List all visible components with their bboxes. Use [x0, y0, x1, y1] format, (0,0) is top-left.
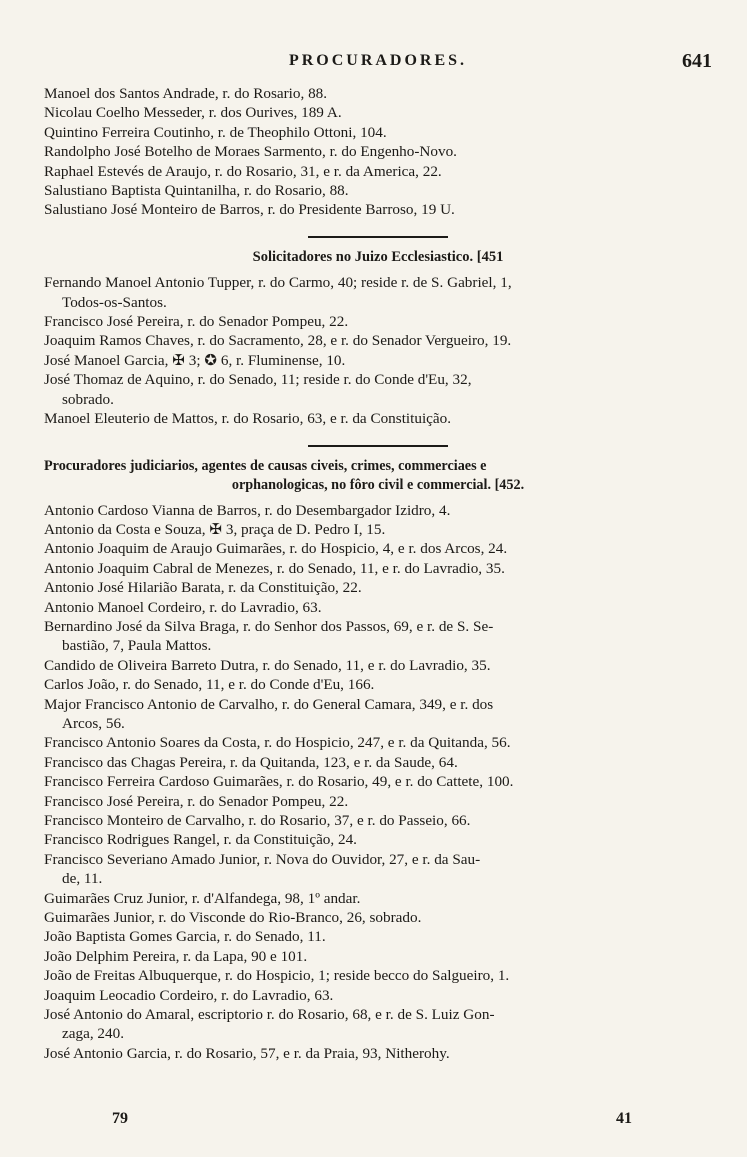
section-ref-number: [452.: [494, 476, 525, 493]
procuradores-list: [44, 501, 712, 1064]
entry-text: Antonio da Costa e Souza, ✠ 3, praça de D. Pedro I, 15.: [44, 520, 386, 538]
list-item: Salustiano José Monteiro de Barros, r. do Presidente Barroso, 19 U.: [44, 201, 455, 219]
entry-text: Fernando Manoel Antonio Tupper, r. do Carmo, 40; reside r. de S. Gabriel, 1,: [44, 274, 512, 292]
list-item: [44, 753, 712, 772]
list-item: [44, 811, 712, 830]
section-heading-line2-wrap: [44, 476, 712, 495]
section-heading-line2: orphanologicas, no fôro civil e commercial.: [231, 476, 492, 493]
list-item: Nicolau Coelho Messeder, r. dos Ourives, 189 A.: [44, 104, 342, 122]
list-item: Manoel dos Santos Andrade, r. do Rosario, 88.: [44, 85, 328, 102]
entry-continuation: zaga, 240.: [62, 1025, 124, 1043]
section-heading-solicitadores: [44, 248, 712, 267]
entry-continuation: de, 11.: [62, 870, 103, 888]
section-divider: [308, 445, 448, 447]
running-title: PROCURADORES.: [288, 52, 468, 69]
entry-text: Bernardino José da Silva Braga, r. do Senhor dos Passos, 69, e r. de S. Se-: [44, 617, 494, 635]
section-divider: [308, 236, 448, 238]
entry-text: Antonio Joaquim de Araujo Guimarães, r. do Hospicio, 4, e r. dos Arcos, 24.: [44, 540, 508, 558]
list-item: [44, 772, 712, 791]
entry-text: Manoel Eleuterio de Mattos, r. do Rosario, 63, e r. da Constituição.: [44, 410, 452, 428]
list-item: [44, 830, 712, 849]
entry-text: Guimarães Junior, r. do Visconde do Rio-Branco, 26, sobrado.: [44, 909, 422, 927]
entry-text: Candido de Oliveira Barreto Dutra, r. do Senado, 11, e r. do Lavradio, 35.: [44, 656, 491, 674]
entry-text: Francisco Ferreira Cardoso Guimarães, r. do Rosario, 49, e r. do Cattete, 100.: [44, 773, 514, 791]
page-body: [44, 84, 712, 1063]
section-ref-number: [451: [476, 248, 504, 265]
entry-text: Antonio Joaquim Cabral de Menezes, r. do Senado, 11, e r. do Lavradio, 35.: [44, 559, 505, 577]
list-item: [44, 675, 712, 694]
list-item: [44, 792, 712, 811]
list-item: [44, 966, 712, 985]
list-item: Randolpho José Botelho de Moraes Sarmento, r. do Engenho-Novo.: [44, 143, 457, 161]
list-item: [44, 351, 712, 370]
entry-text: Major Francisco Antonio de Carvalho, r. do General Camara, 349, e r. dos: [44, 695, 494, 713]
list-item: [44, 695, 712, 734]
folio-number: 41: [616, 1110, 632, 1127]
signature-mark: 79: [112, 1110, 128, 1127]
list-item: Salustiano Baptista Quintanilha, r. do Rosario, 88.: [44, 182, 349, 200]
page-footer: [112, 1110, 632, 1132]
list-item: Raphael Estevés de Araujo, r. do Rosario, 31, e r. da America, 22.: [44, 162, 442, 180]
entry-continuation: Todos-os-Santos.: [62, 293, 167, 311]
entry-text: José Manoel Garcia, ✠ 3; ✪ 6, r. Fluminense, 10.: [44, 351, 346, 369]
list-item: [44, 312, 712, 331]
top-entries: [44, 84, 712, 220]
entry-text: José Antonio do Amaral, escriptorio r. do Rosario, 68, e r. de S. Luiz Gon-: [44, 1006, 495, 1024]
entry-text: Antonio Manoel Cordeiro, r. do Lavradio, 63.: [44, 598, 322, 616]
list-item: [44, 501, 712, 520]
list-item: [44, 908, 712, 927]
list-item: [44, 409, 712, 428]
list-item: [44, 273, 712, 312]
page-header: [44, 48, 712, 76]
solicitadores-list: [44, 273, 712, 428]
entry-text: José Thomaz de Aquino, r. do Senado, 11; reside r. do Conde d'Eu, 32,: [44, 371, 472, 389]
list-item: [44, 889, 712, 908]
entry-text: Francisco Monteiro de Carvalho, r. do Rosario, 37, e r. do Passeio, 66.: [44, 812, 471, 829]
entry-text: Francisco José Pereira, r. do Senador Pompeu, 22.: [44, 313, 349, 331]
list-item: [44, 559, 712, 578]
entry-text: Francisco Rodrigues Rangel, r. da Constituição, 24.: [44, 831, 357, 849]
entry-text: Francisco Severiano Amado Junior, r. Nova do Ouvidor, 27, e r. da Sau-: [44, 850, 481, 868]
section-heading-text: Solicitadores no Juizo Ecclesiastico.: [252, 248, 474, 265]
entry-text: Francisco das Chagas Pereira, r. da Quitanda, 123, e r. da Saude, 64.: [44, 753, 458, 771]
list-item: [44, 1044, 712, 1063]
entry-text: Guimarães Cruz Junior, r. d'Alfandega, 98, 1º andar.: [44, 889, 361, 907]
entry-text: Antonio José Hilarião Barata, r. da Constituição, 22.: [44, 579, 362, 597]
entry-text: Antonio Cardoso Vianna de Barros, r. do Desembargador Izidro, 4.: [44, 501, 451, 519]
entry-text: João Delphim Pereira, r. da Lapa, 90 e 101.: [44, 947, 308, 965]
section-heading-procuradores: [44, 457, 712, 495]
list-item: [44, 850, 712, 889]
list-item: [44, 927, 712, 946]
list-item: [44, 598, 712, 617]
list-item: [44, 986, 712, 1005]
list-item: [44, 617, 712, 656]
entry-text: Francisco Antonio Soares da Costa, r. do Hospicio, 247, e r. da Quitanda, 56.: [44, 734, 511, 752]
list-item: [44, 733, 712, 752]
entry-continuation: Arcos, 56.: [62, 714, 125, 732]
entry-text: José Antonio Garcia, r. do Rosario, 57, e r. da Praia, 93, Nitherohy.: [44, 1044, 450, 1062]
entry-text: Joaquim Ramos Chaves, r. do Sacramento, 28, e r. do Senador Vergueiro, 19.: [44, 332, 512, 350]
entry-text: Francisco José Pereira, r. do Senador Pompeu, 22.: [44, 792, 349, 810]
list-item: [44, 578, 712, 597]
list-item: [44, 947, 712, 966]
list-item: [44, 520, 712, 539]
list-item: [44, 539, 712, 558]
entry-continuation: sobrado.: [62, 390, 114, 408]
page-number: 641: [682, 50, 712, 72]
list-item: Quintino Ferreira Coutinho, r. de Theophilo Ottoni, 104.: [44, 123, 387, 141]
entry-text: João de Freitas Albuquerque, r. do Hospicio, 1; reside becco do Salgueiro, 1.: [44, 967, 510, 985]
list-item: [44, 370, 712, 409]
entry-text: João Baptista Gomes Garcia, r. do Senado, 11.: [44, 928, 326, 946]
entry-text: Carlos João, r. do Senado, 11, e r. do Conde d'Eu, 166.: [44, 676, 375, 694]
entry-text: Joaquim Leocadio Cordeiro, r. do Lavradio, 63.: [44, 986, 334, 1004]
entry-continuation: bastião, 7, Paula Mattos.: [62, 637, 212, 655]
section-heading-line1: Procuradores judiciarios, agentes de causas civeis, crimes, commerciaes e: [44, 457, 487, 474]
list-item: [44, 331, 712, 350]
list-item: [44, 656, 712, 675]
list-item: [44, 1005, 712, 1044]
